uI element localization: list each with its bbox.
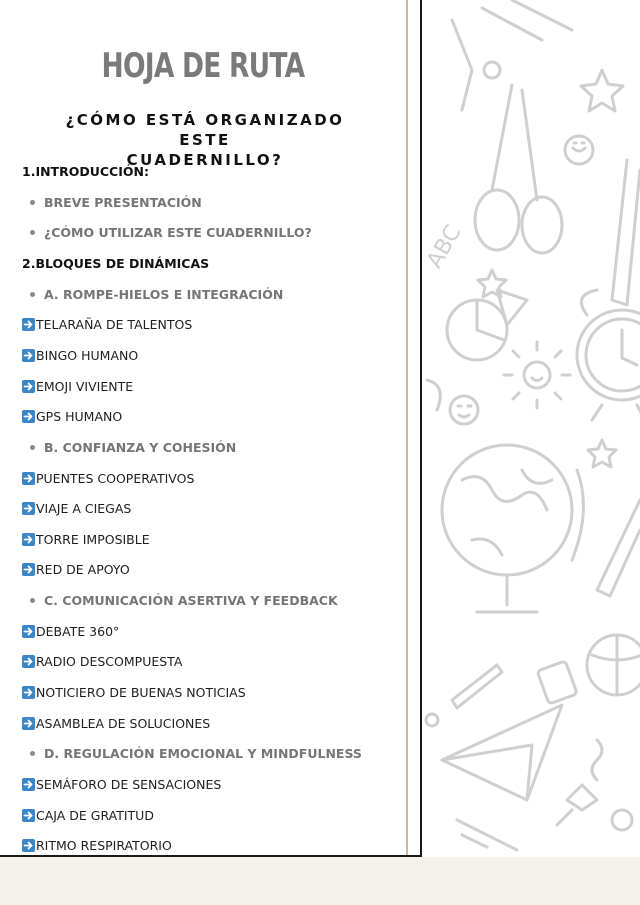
right-arrow-emoji-icon — [22, 809, 35, 822]
toc-text: TORRE IMPOSIBLE — [36, 532, 150, 547]
right-arrow-emoji-icon — [22, 563, 35, 576]
toc-item — [22, 622, 119, 642]
toc-subsection — [30, 285, 283, 305]
right-arrow-emoji-icon — [22, 686, 35, 699]
toc-text: BREVE PRESENTACIÓN — [44, 195, 202, 210]
svg-text:ABC: ABC — [422, 221, 467, 273]
toc-text: RED DE APOYO — [36, 562, 130, 577]
right-arrow-emoji-icon — [22, 655, 35, 668]
toc-text: RITMO RESPIRATORIO — [36, 838, 172, 853]
toc-item — [22, 407, 122, 427]
toc-item — [22, 530, 150, 550]
school-doodles-illustration — [422, 0, 640, 857]
bullet-dot-icon — [30, 230, 35, 235]
toc-item — [22, 836, 172, 856]
toc-text: PUENTES COOPERATIVOS — [36, 471, 195, 486]
page-title: HOJA DE RUTA — [101, 46, 305, 86]
right-arrow-emoji-icon — [22, 778, 35, 791]
toc-text: NOTICIERO DE BUENAS NOTICIAS — [36, 685, 246, 700]
toc-text: ASAMBLEA DE SOLUCIONES — [36, 716, 211, 731]
toc-text: D. REGULACIÓN EMOCIONAL Y MINDFULNESS — [44, 746, 362, 761]
bullet-dot-icon — [30, 751, 35, 756]
toc-item — [22, 346, 138, 366]
toc-item — [22, 806, 154, 826]
bottom-margin — [0, 857, 640, 905]
toc-text: GPS HUMANO — [36, 409, 123, 424]
toc-subsection — [30, 223, 312, 243]
toc-section-heading — [22, 254, 209, 274]
toc-item — [22, 377, 133, 397]
toc-text: C. COMUNICACIÓN ASERTIVA Y FEEDBACK — [44, 593, 338, 608]
right-arrow-emoji-icon — [22, 380, 35, 393]
subtitle-line-2: CUADERNILLO? — [126, 151, 284, 169]
toc-item — [22, 714, 210, 734]
right-arrow-emoji-icon — [22, 318, 35, 331]
toc-item — [22, 652, 182, 672]
toc-item — [22, 683, 246, 703]
right-arrow-emoji-icon — [22, 502, 35, 515]
bullet-dot-icon — [30, 598, 35, 603]
toc-subsection — [30, 193, 202, 213]
bullet-dot-icon — [30, 200, 35, 205]
bullet-dot-icon — [30, 445, 35, 450]
toc-text: VIAJE A CIEGAS — [36, 501, 132, 516]
right-arrow-emoji-icon — [22, 625, 35, 638]
toc-subsection — [30, 438, 236, 458]
subtitle-line-1: ¿CÓMO ESTÁ ORGANIZADO ESTE — [65, 111, 345, 149]
toc-section-heading — [22, 162, 149, 182]
toc-item — [22, 499, 131, 519]
toc-text: EMOJI VIVIENTE — [36, 379, 134, 394]
right-arrow-emoji-icon — [22, 410, 35, 423]
toc-item — [22, 560, 130, 580]
bullet-dot-icon — [30, 292, 35, 297]
toc-subsection — [30, 591, 338, 611]
right-arrow-emoji-icon — [22, 349, 35, 362]
toc-text: B. CONFIANZA Y COHESIÓN — [44, 440, 237, 455]
toc-item — [22, 315, 192, 335]
toc-text: ¿CÓMO UTILIZAR ESTE CUADERNILLO? — [44, 225, 312, 240]
right-arrow-emoji-icon — [22, 839, 35, 852]
gold-divider — [406, 0, 408, 857]
toc-text: A. ROMPE-HIELOS E INTEGRACIÓN — [44, 287, 284, 302]
toc-text: RADIO DESCOMPUESTA — [36, 654, 183, 669]
right-arrow-emoji-icon — [22, 717, 35, 730]
toc-text: 1.INTRODUCCIÓN: — [22, 164, 149, 179]
toc-item — [22, 469, 194, 489]
toc-text: DEBATE 360° — [36, 624, 120, 639]
right-arrow-emoji-icon — [22, 472, 35, 485]
toc-text: 2.BLOQUES DE DINÁMICAS — [22, 256, 210, 271]
page-subtitle — [40, 110, 370, 170]
toc-text: BINGO HUMANO — [36, 348, 139, 363]
toc-subsection — [30, 744, 362, 764]
toc-text: SEMÁFORO DE SENSACIONES — [36, 777, 222, 792]
toc-item — [22, 775, 221, 795]
right-arrow-emoji-icon — [22, 533, 35, 546]
toc-text: TELARAÑA DE TALENTOS — [36, 317, 193, 332]
toc-text: CAJA DE GRATITUD — [36, 808, 154, 823]
